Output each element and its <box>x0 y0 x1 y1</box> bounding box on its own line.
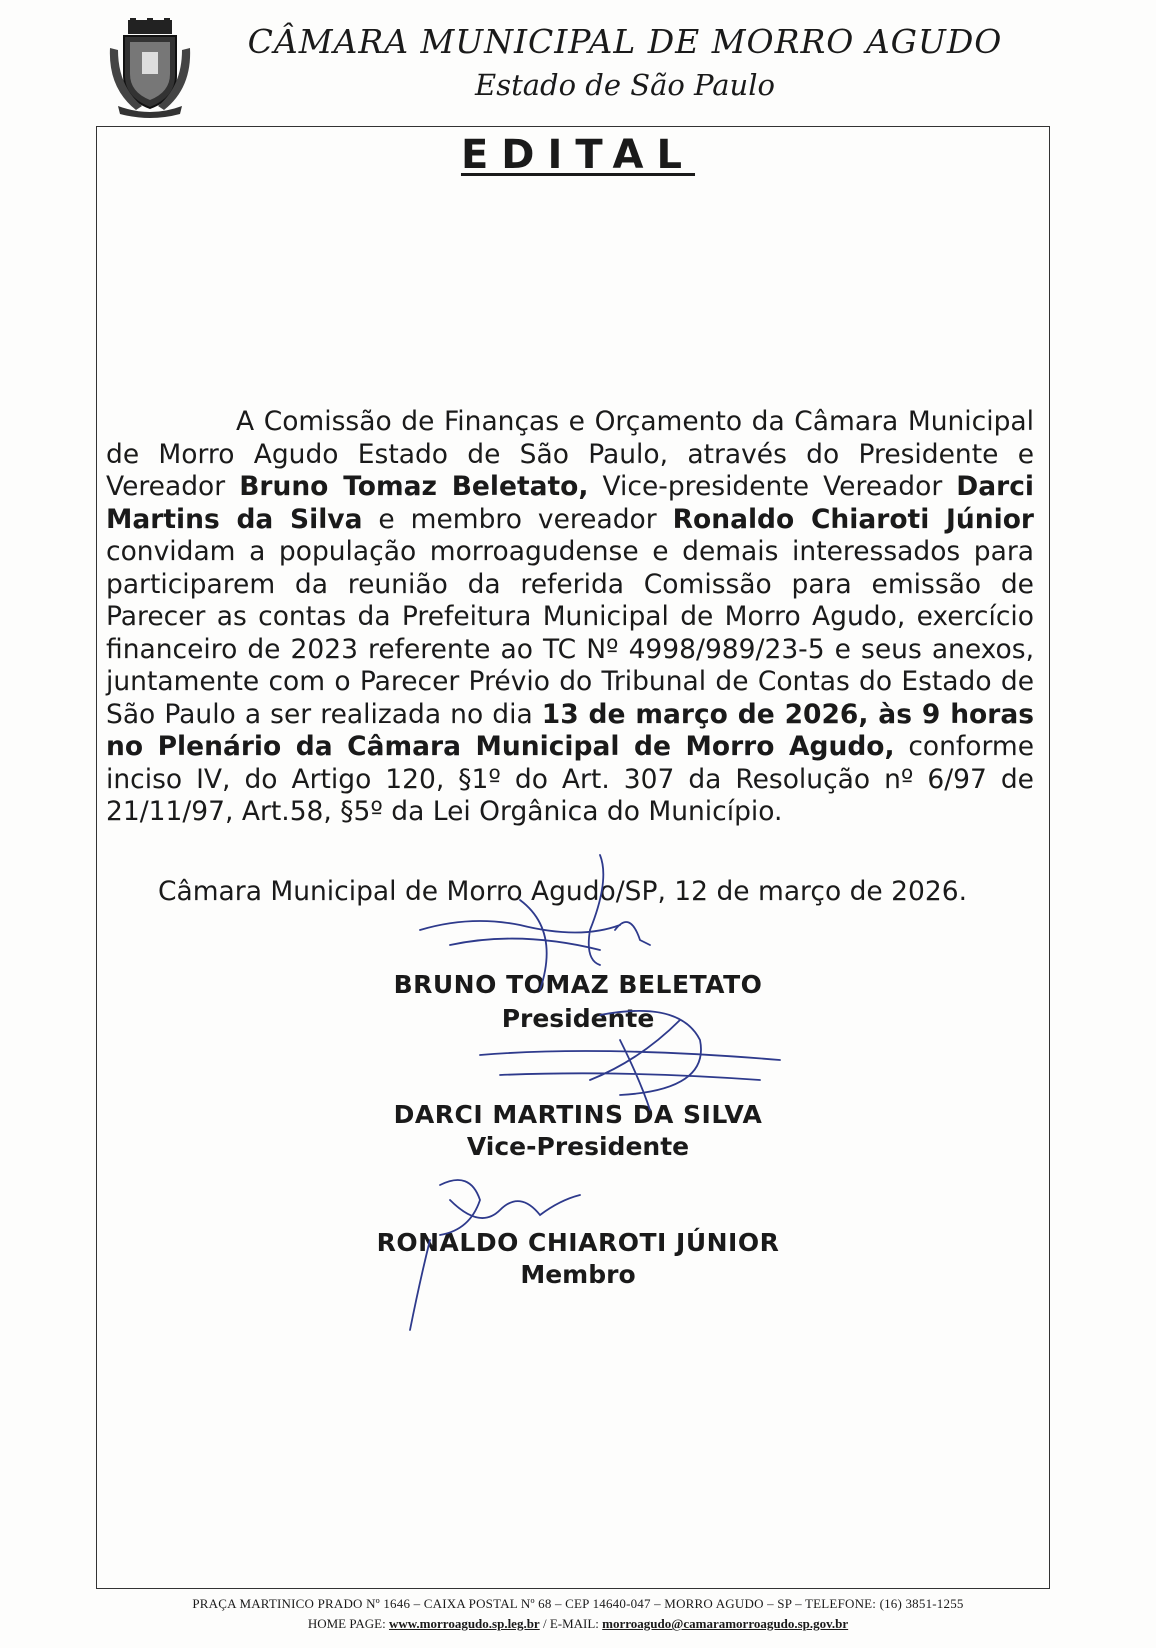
signatory-name-president: BRUNO TOMAZ BELETATO <box>393 970 763 999</box>
municipal-crest-icon <box>106 18 194 118</box>
signatory-role-member: Membro <box>520 1260 636 1289</box>
footer-address: PRAÇA MARTINICO PRADO Nº 1646 – CAIXA POSTAL Nº 68 – CEP 14640-047 – MORRO AGUDO – SP – TELEFONE: (16) 3851-1255 <box>192 1596 964 1611</box>
footer-contacts: HOME PAGE: www.morroagudo.sp.leg.br / E-MAIL: morroagudo@camaramorroagudo.sp.gov.br <box>307 1616 849 1631</box>
chamber-title: CÂMARA MUNICIPAL DE MORRO AGUDO <box>247 22 1003 61</box>
signatory-role-vice-president: Vice-Presidente <box>466 1132 690 1161</box>
edital-body: A Comissão de Finanças e Orçamento da Câmara Municipal de Morro Agudo Estado de São Paulo, através do Presidente e Vereador Bruno Tomaz Beletato, Vice-presidente Vereador Darci Martins da Silva e membro vereador Ronaldo Chiaroti Júnior convidam a população morroagudense e demais interessados para participarem da reunião da referida Comissão para emissão de Parecer as contas da Prefeitura Municipal de Morro Agudo, exercício financeiro de 2023 referente ao TC Nº 4998/989/23-5 e seus anexos, juntamente com o Parecer Prévio do Tribunal de Contas do Estado de São Paulo a ser realizada no dia 13 de março de 2026, às 9 horas no Plenário da Câmara Municipal de Morro Agudo, conforme inciso IV, do Artigo 120, §1º do Art. 307 da Resolução nº 6/97 de 21/11/97, Art.58, §5º da Lei Orgânica do Município. <box>106 406 1035 827</box>
signatory-name-vice-president: DARCI MARTINS DA SILVA <box>393 1100 763 1129</box>
document-heading: EDITAL <box>460 132 696 178</box>
place-date-line: Câmara Municipal de Morro Agudo/SP, 12 de março de 2026. <box>158 876 967 907</box>
state-subtitle: Estado de São Paulo <box>475 68 775 102</box>
signatory-role-president: Presidente <box>501 1004 655 1033</box>
document-frame <box>96 126 1050 1589</box>
signatory-name-member: RONALDO CHIAROTI JÚNIOR <box>376 1228 780 1257</box>
email-link[interactable]: morroagudo@camaramorroagudo.sp.gov.br <box>602 1616 849 1631</box>
homepage-link[interactable]: www.morroagudo.sp.leg.br <box>388 1616 540 1631</box>
